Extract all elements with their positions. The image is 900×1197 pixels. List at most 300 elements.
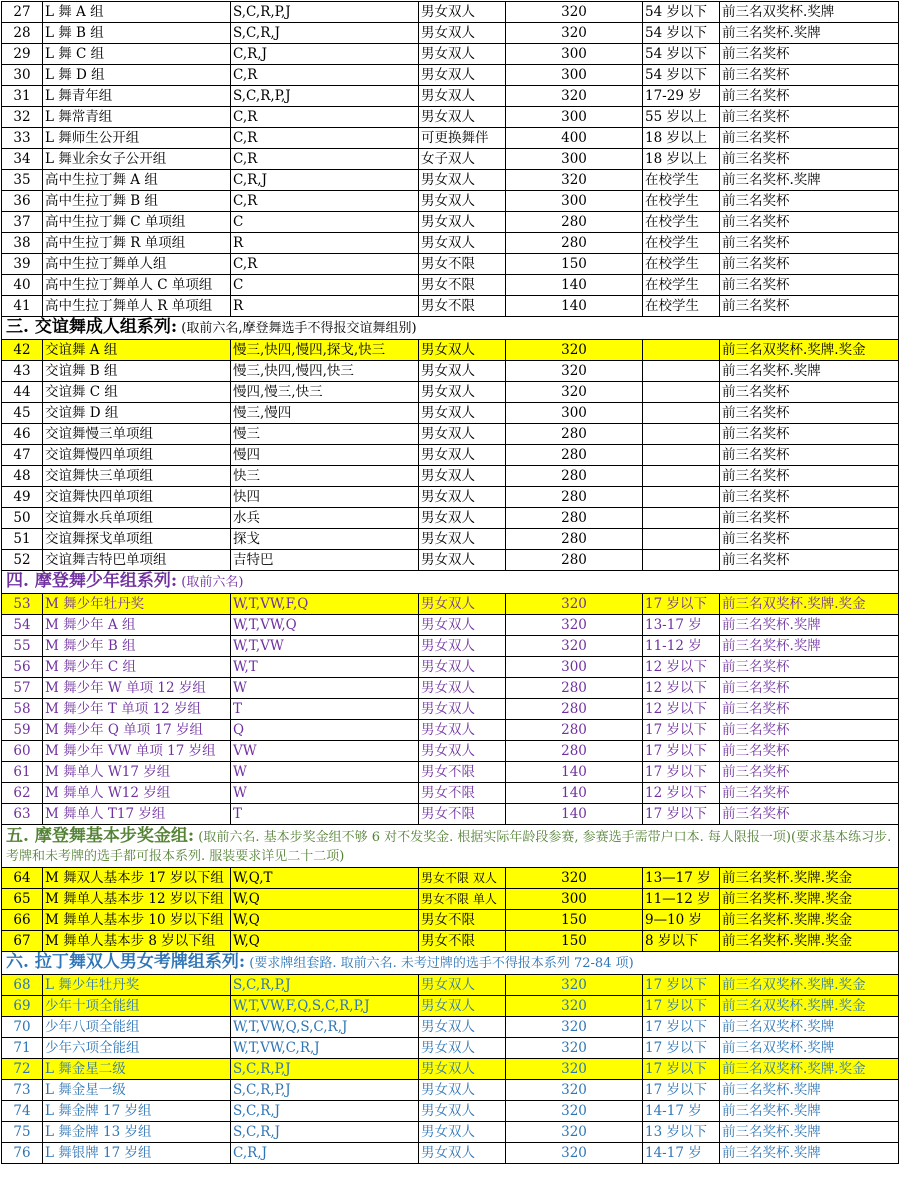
event-form: 男女双人 (419, 361, 506, 382)
table-row (2, 128, 899, 149)
event-group: M 舞单人基本步 12 岁以下组 (43, 889, 231, 910)
event-award: 前三名奖杯 (720, 382, 899, 403)
event-dances: T (231, 699, 419, 720)
event-group: M 舞少年 C 组 (43, 657, 231, 678)
event-fee: 280 (506, 466, 643, 487)
event-age: 在校学生 (643, 275, 720, 296)
event-award: 前三名双奖杯.奖牌.奖金 (720, 996, 899, 1017)
event-dances: S,C,R,P,J (231, 1059, 419, 1080)
table-row (2, 699, 899, 720)
event-dances: 慢四,慢三,快三 (231, 382, 419, 403)
event-fee: 320 (506, 594, 643, 615)
event-fee: 280 (506, 550, 643, 571)
event-award: 前三名奖杯.奖牌.奖金 (720, 868, 899, 889)
event-form: 男女双人 (419, 657, 506, 678)
event-fee: 320 (506, 615, 643, 636)
event-dances: C (231, 212, 419, 233)
event-group: 交谊舞吉特巴单项组 (43, 550, 231, 571)
event-dances: S,C,R,P,J (231, 975, 419, 996)
event-form: 男女双人 (419, 65, 506, 86)
event-group: L 舞金星一级 (43, 1080, 231, 1101)
event-fee: 300 (506, 65, 643, 86)
event-dances: C,R,J (231, 1143, 419, 1164)
event-group: 交谊舞探戈单项组 (43, 529, 231, 550)
event-form: 男女双人 (419, 44, 506, 65)
table-row (2, 382, 899, 403)
event-group: 高中生拉丁舞 B 组 (43, 191, 231, 212)
table-row (2, 275, 899, 296)
event-number: 73 (2, 1080, 43, 1101)
event-award: 前三名奖杯.奖牌.奖金 (720, 889, 899, 910)
table-row (2, 466, 899, 487)
event-fee: 280 (506, 720, 643, 741)
event-form: 男女双人 (419, 445, 506, 466)
event-age: 在校学生 (643, 191, 720, 212)
event-number: 36 (2, 191, 43, 212)
event-fee: 150 (506, 910, 643, 931)
event-age: 在校学生 (643, 296, 720, 317)
event-age: 12 岁以下 (643, 678, 720, 699)
event-fee: 280 (506, 678, 643, 699)
event-dances: W (231, 678, 419, 699)
event-form: 男女双人 (419, 340, 506, 361)
event-form: 男女双人 (419, 550, 506, 571)
event-age (643, 361, 720, 382)
table-row (2, 1080, 899, 1101)
table-row (2, 233, 899, 254)
table-row (2, 1122, 899, 1143)
event-award: 前三名奖杯 (720, 254, 899, 275)
event-fee: 140 (506, 296, 643, 317)
event-dances: W,T,VW,F,Q (231, 594, 419, 615)
event-fee: 320 (506, 868, 643, 889)
event-dances: R (231, 233, 419, 254)
event-age: 11—12 岁 (643, 889, 720, 910)
event-award: 前三名奖杯 (720, 487, 899, 508)
event-number: 27 (2, 2, 43, 23)
event-fee: 150 (506, 931, 643, 952)
event-fee: 280 (506, 508, 643, 529)
event-age: 13-17 岁 (643, 615, 720, 636)
table-row (2, 636, 899, 657)
event-dances: T (231, 804, 419, 825)
event-group: 高中生拉丁舞 A 组 (43, 170, 231, 191)
event-number: 58 (2, 699, 43, 720)
event-fee: 320 (506, 1080, 643, 1101)
event-number: 69 (2, 996, 43, 1017)
event-group: M 舞单人基本步 10 岁以下组 (43, 910, 231, 931)
event-number: 38 (2, 233, 43, 254)
event-fee: 320 (506, 2, 643, 23)
event-form: 男女双人 (419, 1080, 506, 1101)
event-age: 14-17 岁 (643, 1101, 720, 1122)
event-age: 18 岁以上 (643, 128, 720, 149)
table-row (2, 508, 899, 529)
section-note: (取前六名,摩登舞选手不得报交谊舞组别) (181, 321, 417, 336)
event-group: L 舞 C 组 (43, 44, 231, 65)
event-award: 前三名奖杯 (720, 296, 899, 317)
section-title: 三. 交谊舞成人组系列: (6, 317, 178, 337)
event-dances: C,R (231, 254, 419, 275)
event-age: 在校学生 (643, 233, 720, 254)
event-dances: W (231, 762, 419, 783)
event-group: 交谊舞水兵单项组 (43, 508, 231, 529)
table-row (2, 107, 899, 128)
event-fee: 320 (506, 1143, 643, 1164)
event-dances: C,R (231, 191, 419, 212)
event-fee: 320 (506, 1038, 643, 1059)
event-award: 前三名奖杯.奖牌 (720, 1122, 899, 1143)
event-age: 12 岁以下 (643, 699, 720, 720)
event-group: 交谊舞 B 组 (43, 361, 231, 382)
event-group: M 舞单人 W12 岁组 (43, 783, 231, 804)
event-dances: 慢三,慢四 (231, 403, 419, 424)
event-group: 少年六项全能组 (43, 1038, 231, 1059)
event-award: 前三名奖杯.奖牌 (720, 170, 899, 191)
event-form: 男女双人 (419, 382, 506, 403)
event-number: 43 (2, 361, 43, 382)
event-number: 67 (2, 931, 43, 952)
event-group: L 舞 B 组 (43, 23, 231, 44)
event-fee: 320 (506, 1059, 643, 1080)
event-award: 前三名奖杯 (720, 275, 899, 296)
event-form: 男女不限 (419, 254, 506, 275)
section-5-header (2, 825, 899, 868)
event-number: 55 (2, 636, 43, 657)
event-fee: 280 (506, 445, 643, 466)
event-age (643, 550, 720, 571)
latin-grade-rows (2, 975, 899, 1164)
event-number: 74 (2, 1101, 43, 1122)
event-dances: C,R,J (231, 170, 419, 191)
event-award: 前三名奖杯 (720, 44, 899, 65)
event-fee: 320 (506, 86, 643, 107)
event-award: 前三名奖杯 (720, 699, 899, 720)
event-form: 男女双人 (419, 170, 506, 191)
event-group: L 舞常青组 (43, 107, 231, 128)
event-form: 男女双人 (419, 86, 506, 107)
event-dances: 吉特巴 (231, 550, 419, 571)
event-dances: W,Q (231, 889, 419, 910)
event-number: 68 (2, 975, 43, 996)
event-award: 前三名奖杯 (720, 191, 899, 212)
event-group: L 舞青年组 (43, 86, 231, 107)
event-award: 前三名奖杯 (720, 403, 899, 424)
event-age: 17 岁以下 (643, 741, 720, 762)
event-group: L 舞师生公开组 (43, 128, 231, 149)
event-form: 男女双人 (419, 1038, 506, 1059)
event-group: 高中生拉丁舞 R 单项组 (43, 233, 231, 254)
event-group: M 舞少年牡丹奖 (43, 594, 231, 615)
event-dances: 快三 (231, 466, 419, 487)
event-group: 交谊舞 A 组 (43, 340, 231, 361)
event-dances: W,T,VW,Q (231, 615, 419, 636)
event-fee: 320 (506, 975, 643, 996)
table-row (2, 212, 899, 233)
event-dances: 慢三,快四,慢四,探戈,快三 (231, 340, 419, 361)
event-award: 前三名双奖杯.奖牌 (720, 2, 899, 23)
event-number: 75 (2, 1122, 43, 1143)
event-age: 17 岁以下 (643, 804, 720, 825)
event-age: 13 岁以下 (643, 1122, 720, 1143)
table-row (2, 868, 899, 889)
event-age (643, 529, 720, 550)
event-award: 前三名双奖杯.奖牌 (720, 1038, 899, 1059)
event-form: 男女双人 (419, 424, 506, 445)
event-award: 前三名奖杯.奖牌.奖金 (720, 910, 899, 931)
table-row (2, 487, 899, 508)
event-group: L 舞金星二级 (43, 1059, 231, 1080)
event-number: 37 (2, 212, 43, 233)
table-row (2, 1101, 899, 1122)
table-row (2, 254, 899, 275)
event-age: 54 岁以下 (643, 23, 720, 44)
event-award: 前三名奖杯 (720, 678, 899, 699)
event-age: 17 岁以下 (643, 996, 720, 1017)
event-award: 前三名双奖杯.奖牌.奖金 (720, 975, 899, 996)
event-award: 前三名奖杯.奖牌 (720, 1143, 899, 1164)
event-award: 前三名奖杯 (720, 65, 899, 86)
event-number: 52 (2, 550, 43, 571)
event-number: 29 (2, 44, 43, 65)
event-age: 17-29 岁 (643, 86, 720, 107)
event-fee: 140 (506, 275, 643, 296)
section-header (2, 317, 899, 340)
event-fee: 300 (506, 44, 643, 65)
event-group: 交谊舞 D 组 (43, 403, 231, 424)
event-group: 交谊舞快三单项组 (43, 466, 231, 487)
table-row (2, 678, 899, 699)
event-fee: 300 (506, 149, 643, 170)
event-form: 男女双人 (419, 233, 506, 254)
event-award: 前三名奖杯.奖牌.奖金 (720, 931, 899, 952)
event-number: 34 (2, 149, 43, 170)
event-age (643, 340, 720, 361)
event-age: 11-12 岁 (643, 636, 720, 657)
event-award: 前三名奖杯 (720, 783, 899, 804)
event-fee: 320 (506, 382, 643, 403)
event-form: 男女不限 (419, 762, 506, 783)
table-row (2, 23, 899, 44)
event-fee: 300 (506, 191, 643, 212)
event-age (643, 403, 720, 424)
event-form: 男女双人 (419, 615, 506, 636)
event-number: 76 (2, 1143, 43, 1164)
event-award: 前三名双奖杯.奖牌 (720, 1017, 899, 1038)
table-row (2, 296, 899, 317)
event-award: 前三名奖杯 (720, 508, 899, 529)
event-age: 17 岁以下 (643, 1080, 720, 1101)
event-group: M 舞少年 T 单项 12 岁组 (43, 699, 231, 720)
event-fee: 300 (506, 107, 643, 128)
event-form: 男女双人 (419, 23, 506, 44)
event-number: 50 (2, 508, 43, 529)
event-dances: 快四 (231, 487, 419, 508)
ballroom-adult-rows (2, 340, 899, 571)
modern-basic-rows (2, 868, 899, 952)
table-row (2, 762, 899, 783)
event-dances: S,C,R,J (231, 1101, 419, 1122)
table-row (2, 1017, 899, 1038)
table-row (2, 910, 899, 931)
event-award: 前三名奖杯.奖牌 (720, 636, 899, 657)
event-number: 40 (2, 275, 43, 296)
event-group: L 舞 D 组 (43, 65, 231, 86)
event-number: 53 (2, 594, 43, 615)
event-award: 前三名奖杯 (720, 804, 899, 825)
event-age (643, 508, 720, 529)
event-number: 64 (2, 868, 43, 889)
event-form: 男女不限 (419, 931, 506, 952)
event-fee: 320 (506, 23, 643, 44)
table-row (2, 804, 899, 825)
event-number: 66 (2, 910, 43, 931)
event-award: 前三名奖杯 (720, 741, 899, 762)
event-form: 男女双人 (419, 1122, 506, 1143)
table-row (2, 65, 899, 86)
event-fee: 140 (506, 804, 643, 825)
table-row (2, 720, 899, 741)
table-row (2, 889, 899, 910)
event-award: 前三名奖杯 (720, 445, 899, 466)
table-row (2, 170, 899, 191)
event-age: 54 岁以下 (643, 2, 720, 23)
event-group: M 舞双人基本步 17 岁以下组 (43, 868, 231, 889)
event-age: 13—17 岁 (643, 868, 720, 889)
section-title: 四. 摩登舞少年组系列: (6, 571, 178, 591)
event-dances: R (231, 296, 419, 317)
event-form: 可更换舞伴 (419, 128, 506, 149)
event-group: M 舞少年 W 单项 12 岁组 (43, 678, 231, 699)
event-fee: 320 (506, 170, 643, 191)
event-group: M 舞单人 T17 岁组 (43, 804, 231, 825)
section-6-header (2, 952, 899, 975)
table-row (2, 741, 899, 762)
event-dances: W,T,VW (231, 636, 419, 657)
event-form: 男女不限 (419, 804, 506, 825)
event-number: 39 (2, 254, 43, 275)
event-number: 44 (2, 382, 43, 403)
event-dances: C,R (231, 128, 419, 149)
event-group: M 舞单人基本步 8 岁以下组 (43, 931, 231, 952)
table-row (2, 1059, 899, 1080)
event-age (643, 445, 720, 466)
event-form: 男女双人 (419, 699, 506, 720)
event-number: 70 (2, 1017, 43, 1038)
event-group: 交谊舞慢三单项组 (43, 424, 231, 445)
competition-schedule-sheet (1, 1, 899, 1164)
event-age (643, 466, 720, 487)
event-group: 交谊舞 C 组 (43, 382, 231, 403)
event-form: 男女不限 单人 (419, 889, 506, 910)
event-group: M 舞少年 VW 单项 17 岁组 (43, 741, 231, 762)
event-group: 高中生拉丁舞单人组 (43, 254, 231, 275)
event-number: 31 (2, 86, 43, 107)
event-form: 男女双人 (419, 212, 506, 233)
event-dances: 慢四 (231, 445, 419, 466)
event-number: 65 (2, 889, 43, 910)
table-row (2, 615, 899, 636)
table-row (2, 996, 899, 1017)
event-dances: C,R (231, 149, 419, 170)
event-fee: 140 (506, 762, 643, 783)
event-fee: 320 (506, 361, 643, 382)
section-3-header (2, 317, 899, 340)
event-fee: 300 (506, 403, 643, 424)
event-group: L 舞银牌 17 岁组 (43, 1143, 231, 1164)
event-dances: VW (231, 741, 419, 762)
event-award: 前三名奖杯.奖牌 (720, 615, 899, 636)
event-form: 男女不限 (419, 783, 506, 804)
event-age: 8 岁以下 (643, 931, 720, 952)
event-age: 17 岁以下 (643, 762, 720, 783)
event-form: 男女双人 (419, 636, 506, 657)
event-age (643, 382, 720, 403)
table-row (2, 550, 899, 571)
event-award: 前三名奖杯 (720, 657, 899, 678)
event-number: 59 (2, 720, 43, 741)
event-number: 63 (2, 804, 43, 825)
event-dances: S,C,R,P,J (231, 86, 419, 107)
event-number: 48 (2, 466, 43, 487)
event-age: 17 岁以下 (643, 720, 720, 741)
event-number: 41 (2, 296, 43, 317)
event-form: 男女双人 (419, 741, 506, 762)
event-dances: W,Q (231, 931, 419, 952)
event-dances: C,R (231, 65, 419, 86)
event-number: 72 (2, 1059, 43, 1080)
event-fee: 400 (506, 128, 643, 149)
event-award: 前三名奖杯.奖牌 (720, 1101, 899, 1122)
event-award: 前三名奖杯 (720, 424, 899, 445)
event-number: 61 (2, 762, 43, 783)
event-award: 前三名奖杯 (720, 529, 899, 550)
event-form: 男女双人 (419, 529, 506, 550)
event-fee: 320 (506, 996, 643, 1017)
event-age: 12 岁以下 (643, 783, 720, 804)
event-age: 14-17 岁 (643, 1143, 720, 1164)
event-group: 高中生拉丁舞单人 C 单项组 (43, 275, 231, 296)
event-dances: C (231, 275, 419, 296)
event-dances: S,C,R,J (231, 1122, 419, 1143)
table-row (2, 86, 899, 107)
event-age: 17 岁以下 (643, 1059, 720, 1080)
event-form: 男女双人 (419, 1143, 506, 1164)
event-age: 9—10 岁 (643, 910, 720, 931)
section-note: (取前六名) (181, 575, 244, 590)
event-award: 前三名奖杯 (720, 107, 899, 128)
event-form: 男女双人 (419, 107, 506, 128)
event-award: 前三名奖杯 (720, 86, 899, 107)
event-age (643, 487, 720, 508)
table-row (2, 1038, 899, 1059)
event-dances: 慢三 (231, 424, 419, 445)
event-form: 男女双人 (419, 487, 506, 508)
event-fee: 280 (506, 699, 643, 720)
event-group: M 舞少年 Q 单项 17 岁组 (43, 720, 231, 741)
event-group: L 舞金牌 17 岁组 (43, 1101, 231, 1122)
event-award: 前三名奖杯.奖牌 (720, 23, 899, 44)
event-dances: W,Q,T (231, 868, 419, 889)
event-form: 男女双人 (419, 191, 506, 212)
event-group: 高中生拉丁舞单人 R 单项组 (43, 296, 231, 317)
event-form: 男女双人 (419, 975, 506, 996)
table-row (2, 529, 899, 550)
event-table (1, 1, 899, 1164)
event-form: 男女双人 (419, 594, 506, 615)
event-age: 18 岁以上 (643, 149, 720, 170)
event-form: 男女双人 (419, 720, 506, 741)
